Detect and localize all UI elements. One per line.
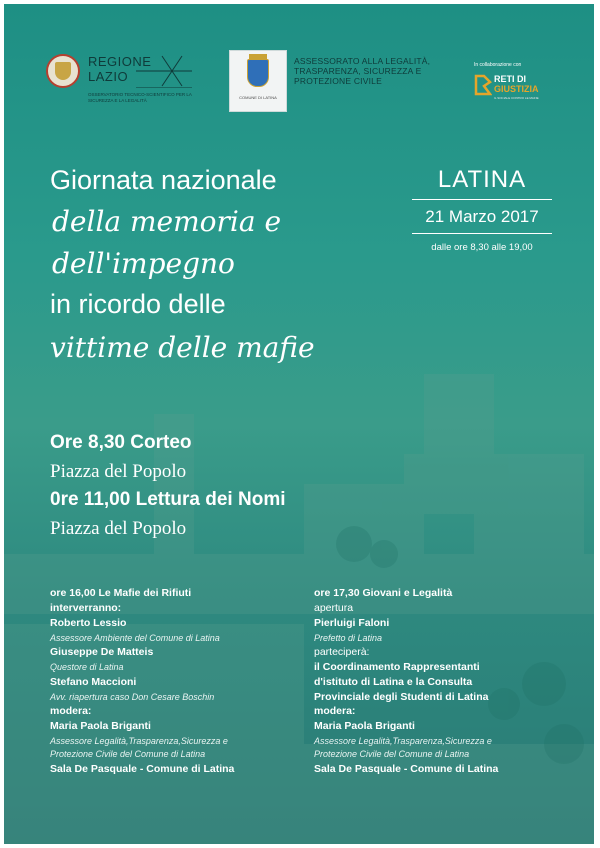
event-date: 21 Marzo 2017 [425,207,539,226]
reti-di-giustizia-mark-icon [474,74,492,96]
left-moderator-role-1: Assessore Legalità,Trasparenza,Sicurezza e [50,736,228,746]
date-rule-top [412,199,552,200]
right-heading: ore 17,30 Giovani e Legalità [314,587,453,599]
right-participant-2: d'istituto di Latina e la Consulta [314,676,473,688]
left-speaker-3-role: Avv. riapertura caso Don Cesare Boschin [50,692,215,702]
right-speaker-1-role: Prefetto di Latina [314,633,383,643]
title-line-4: in ricordo delle [50,289,226,319]
reti-tagline: IL SOCIALE CONTRO LE MAFIE [494,96,539,100]
title-line-2: della memoria e [52,205,282,238]
schedule-item-2-place: Piazza del Popolo [50,518,187,539]
schedule-item-1-place: Piazza del Popolo [50,461,187,482]
left-speaker-3: Stefano Maccioni [50,676,137,688]
reti-di-giustizia-logo: RETI DI GIUSTIZIA [494,74,539,94]
regione-x-mark-icon [136,54,192,88]
left-moderator: Maria Paola Briganti [50,720,151,732]
regione-emblem-icon [46,54,80,88]
regione-subtitle: OSSERVATORIO TECNICO-SCIENTIFICO PER LA SICUREZZA E LA LEGALITÀ [88,92,192,103]
title-line-3: dell'impegno [52,247,235,280]
schedule-item-2-time: 0re 11,00 Lettura dei Nomi [50,489,286,510]
comune-label: COMUNE DI LATINA [239,95,277,100]
regione-name: REGIONE LAZIO [88,54,152,84]
right-participant-3: Provinciale degli Studenti di Latina [314,691,489,703]
event-city: LATINA [437,166,527,193]
schedule-item-1-time: Ore 8,30 Corteo [50,432,192,453]
left-venue: Sala De Pasquale - Comune di Latina [50,763,235,775]
date-rule-bottom [412,233,552,234]
left-intervene-label: interverranno: [50,602,122,614]
right-speaker-1: Pierluigi Faloni [314,617,390,629]
collaboration-label: In collaborazione con [474,62,522,68]
right-venue: Sala De Pasquale - Comune di Latina [314,763,499,775]
right-moderator-label: modera: [314,705,356,717]
comune-shield-icon [247,59,269,87]
comune-latina-logo [229,50,287,112]
right-partecipera-label: parteciperà: [314,646,370,658]
right-apertura-label: apertura [314,602,354,614]
assessorato-text: ASSESSORATO ALLA LEGALITÀ, TRASPARENZA, SICUREZZA E PROTEZIONE CIVILE [294,56,431,86]
right-moderator-role-1: Assessore Legalità,Trasparenza,Sicurezza e [314,736,492,746]
right-moderator-role-2: Protezione Civile del Comune di Latina [314,749,470,759]
left-speaker-1-role: Assessore Ambiente del Comune di Latina [50,633,220,643]
left-speaker-1: Roberto Lessio [50,617,127,629]
title-line-5: vittime delle mafie [50,331,315,364]
left-speaker-2-role: Questore di Latina [50,662,124,672]
right-moderator: Maria Paola Briganti [314,720,415,732]
left-moderator-label: modera: [50,705,92,717]
left-heading: ore 16,00 Le Mafie dei Rifiuti [50,587,192,599]
left-moderator-role-2: Protezione Civile del Comune di Latina [50,749,206,759]
event-hours: dalle ore 8,30 alle 19,00 [431,242,533,253]
regione-lazio-logo [46,52,196,112]
event-poster [4,4,594,844]
right-participant-1: il Coordinamento Rappresentanti [314,661,480,673]
title-line-1: Giornata nazionale [50,165,277,195]
left-speaker-2: Giuseppe De Matteis [50,646,154,658]
